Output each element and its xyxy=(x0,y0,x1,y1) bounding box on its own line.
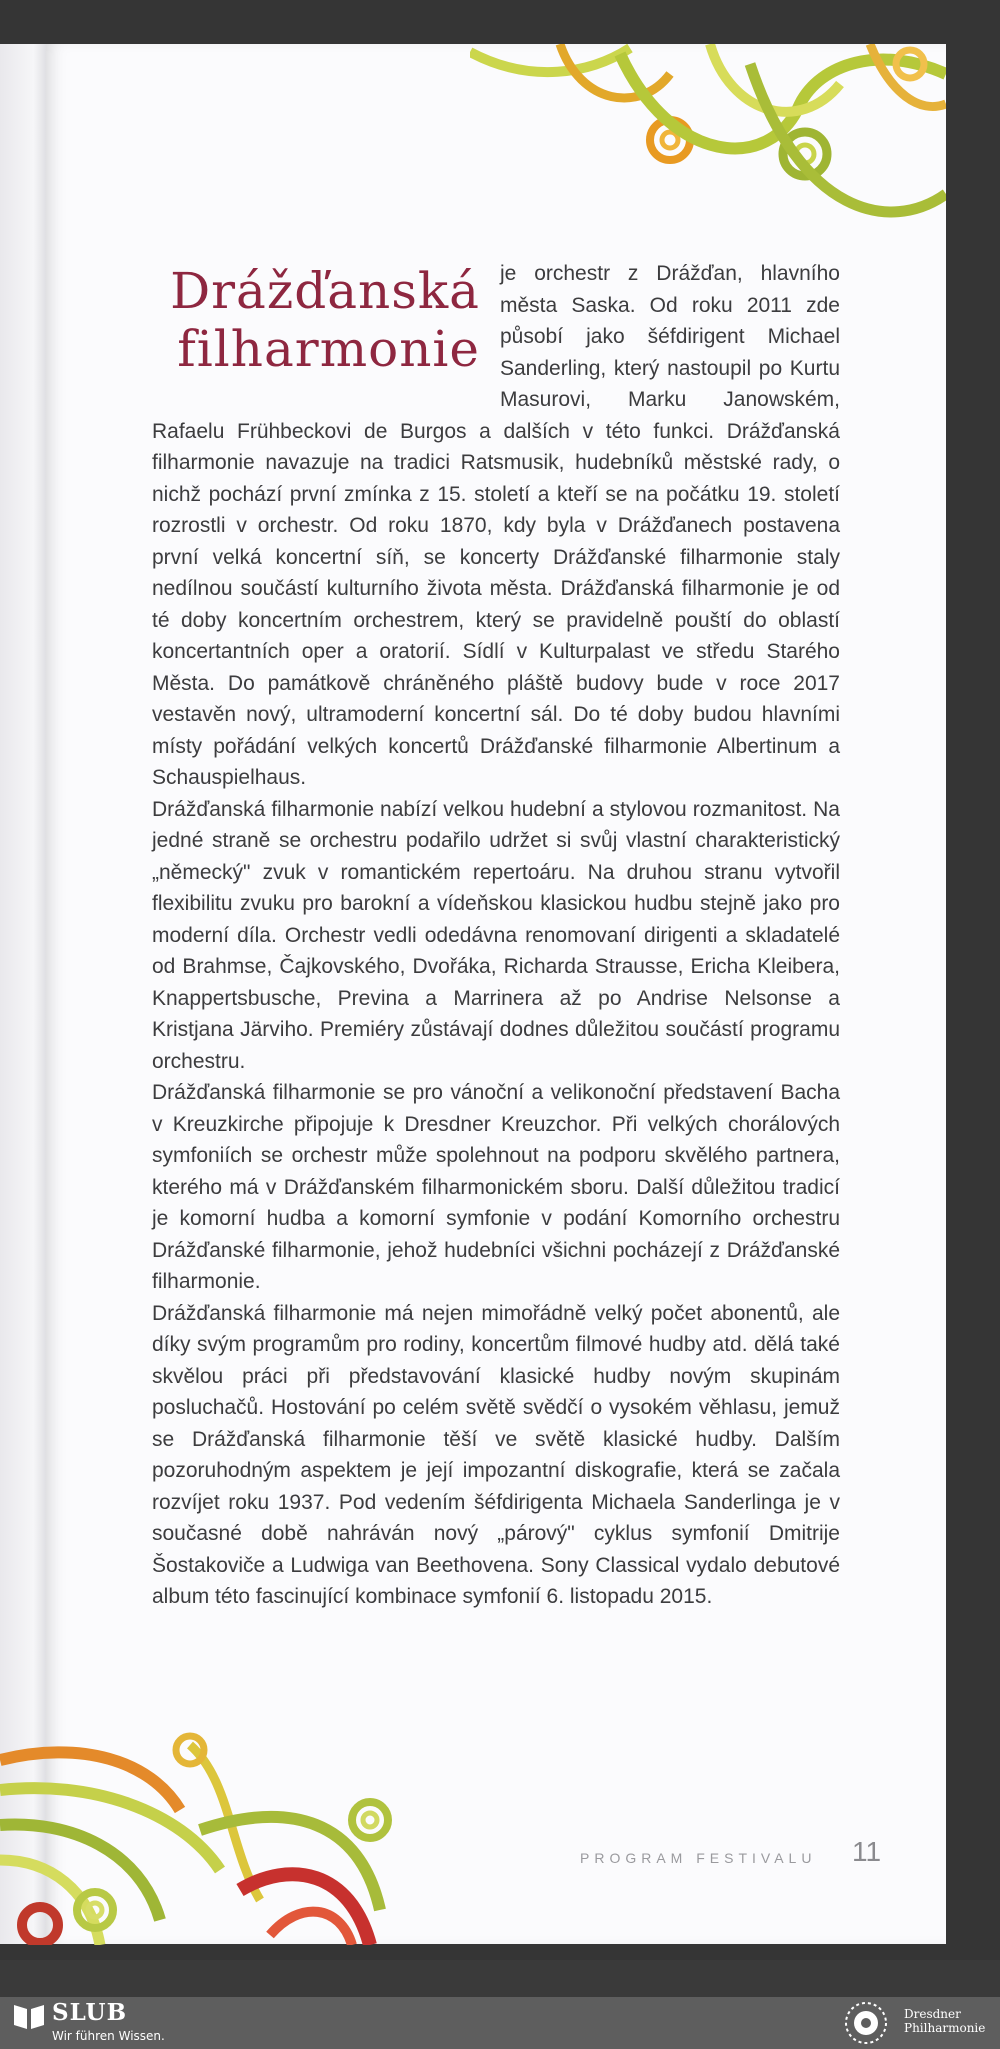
left-page-edge xyxy=(0,44,48,1944)
slub-book-icon xyxy=(12,2001,46,2031)
article-paragraph: je orchestr z Drážďan, hlavního města Saska. Od roku 2011 zde působí jako šéfdirigent Michael Sanderling, který nastoupil po Kurtu Masurovi, Marku Janowském, Rafaelu Frühbeckovi de Burgos a dalších v této funkci. Drážďanská filharmonie navazuje na tradici Ratsmusik, hudebníků městské rady, o nichž pochází první zmínka z 15. století a kteří se na počátku 19. století rozrostli v orchestr. Od roku 1870, kdy byla v Drážďanech postavena první velká koncertní síň, se koncerty Drážďanské filharmonie staly nedílnou součástí kulturního života města. Drážďanská filharmonie je od té doby koncertním orchestrem, který se pravidelně pouští do oblastí koncertantních oper a oratorií. Sídlí v Kulturpalast ve středu Starého Města. Do památkově chráněného pláště budovy bude v roce 2017 vestavěn nový, ultramoderní koncertní sál. Do té doby budou hlavními místy pořádání velkých koncertů Drážďanské filharmonie Albertinum a Schauspielhaus. xyxy=(152,262,840,789)
partner-line-2: Philharmonie xyxy=(904,2021,986,2035)
quilling-ornament-top xyxy=(470,44,946,244)
partner-line-1: Dresdner xyxy=(904,2007,961,2021)
quilling-ornament-bottom xyxy=(0,1720,480,1945)
viewer-bottom-bar xyxy=(0,1997,1000,2049)
article-paragraph: Drážďanská filharmonie nabízí velkou hudební a stylovou rozmanitost. Na jedné straně se orchestru podařilo udržet si svůj vlastní charakteristický „německý" zvuk v romantickém repertoáru. Na druhou stranu vytvořil flexibilitu zvuku pro barokní a vídeňskou klasickou hudbu stejně jako pro moderní díla. Orchestr vedli odedávna renomovaní dirigenti a skladatelé od Brahmse, Čajkovského, Dvořáka, Richarda Strausse, Ericha Kleibera, Knappertsbusche, Previna a Marrinera až po Andrise Nelsonse a Kristjana Järviho. Premiéry zůstávají dodnes důležitou součástí programu orchestru. xyxy=(152,797,840,1073)
running-footer-label: PROGRAM FESTIVALU xyxy=(580,1850,817,1866)
article-body xyxy=(152,258,840,1613)
philharmonie-logo-icon xyxy=(838,2000,894,2046)
article-paragraph: Drážďanská filharmonie se pro vánoční a velikonoční představení Bacha v Kreuzkirche připojuje k Dresdner Kreuzchor. Při velkých chorálových symfoniích se orchestr může spolehnout na podporu skvělého partnera, kterého má v Drážďanském filharmonickém sboru. Další důležitou tradicí je komorní hudba a komorní symfonie v podání Komorního orchestru Drážďanské filharmonie, jehož hudebníci všichni pocházejí z Drážďanské filharmonie. xyxy=(152,1081,840,1293)
slub-logo-text: SLUB xyxy=(52,1999,128,2026)
article-paragraph: Drážďanská filharmonie má nejen mimořádně velký počet abonentů, ale díky svým programům pro rodiny, koncertům filmové hudby atd. dělá také skvělou práci při představování klasické hudby novým skupinám posluchačů. Hostování po celém světě svědčí o vysokém věhlasu, jemuž se Drážďanská filharmonie těší ve světě klasické hudby. Dalším pozoruhodným aspektem je její impozantní diskografie, která se začala rozvíjet roku 1937. Pod vedením šéfdirigenta Michaela Sanderlinga je v současné době nahráván nový „párový" cyklus symfonií Dmitrije Šostakoviče a Ludwiga van Beethovena. Sony Classical vydalo debutové album této fascinující kombinace symfonií 6. listopadu 2015. xyxy=(152,1301,840,1608)
title-line-2: filharmonie xyxy=(177,320,480,378)
page-number: 11 xyxy=(852,1836,882,1867)
slub-tagline: Wir führen Wissen. xyxy=(52,2029,165,2043)
title-line-1: Drážďanská xyxy=(170,262,480,320)
partner-logo-text xyxy=(904,2007,1000,2035)
title-float-spacer xyxy=(152,258,500,415)
